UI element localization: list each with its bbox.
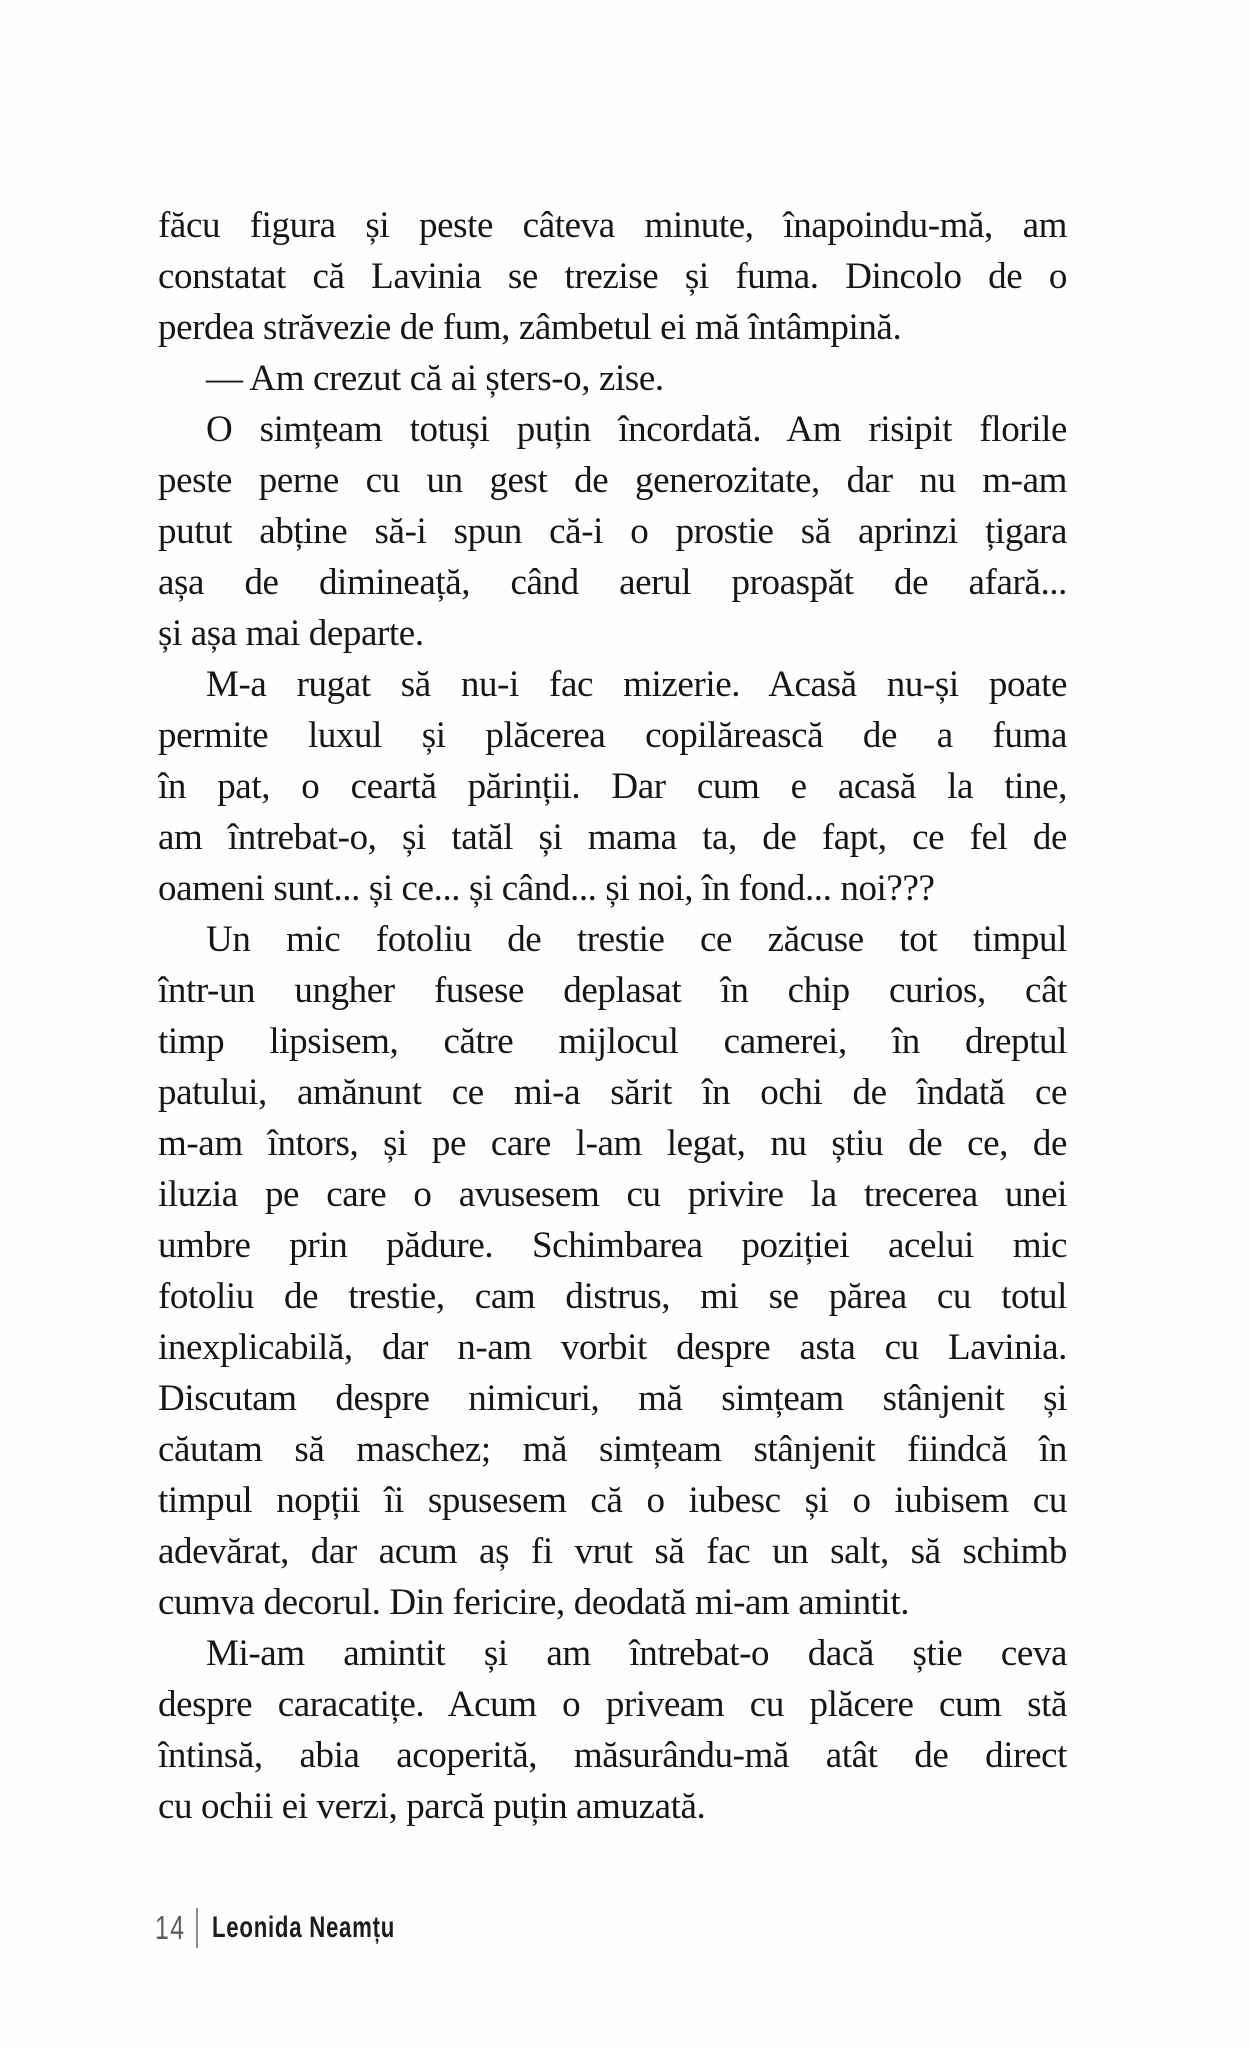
text-line: timp lipsisem, către mijlocul camerei, în dreptul — [158, 1021, 1067, 1062]
text-line: timpul nopții îi spusesem că o iubesc și o iubisem cu — [158, 1480, 1067, 1521]
text-line: O simțeam totuși puțin încordată. Am risipit florile — [206, 409, 1067, 450]
text-line: inexplicabilă, dar n-am vorbit despre asta cu Lavinia. — [158, 1327, 1067, 1368]
text-line: patului, amănunt ce mi-a sărit în ochi de îndată ce — [158, 1072, 1067, 1113]
text-line: despre caracatițe. Acum o priveam cu plăcere cum stă — [158, 1684, 1067, 1725]
text-line: putut abține să-i spun că-i o prostie să aprinzi țigara — [158, 511, 1067, 552]
text-line: — Am crezut că ai șters-o, zise. — [206, 358, 664, 399]
text-line: cu ochii ei verzi, parcă puțin amuzată. — [158, 1786, 706, 1827]
text-line: într-un ungher fusese deplasat în chip curios, cât — [158, 970, 1067, 1011]
text-line: așa de dimineață, când aerul proaspăt de afară... — [158, 562, 1067, 603]
text-line: oameni sunt... și ce... și când... și noi, în fond... noi??? — [158, 868, 935, 909]
text-line: Mi-am amintit și am întrebat-o dacă știe ceva — [206, 1633, 1067, 1674]
text-line: constatat că Lavinia se trezise și fuma. Dincolo de o — [158, 256, 1067, 297]
text-line: iluzia pe care o avusesem cu privire la trecerea unei — [158, 1174, 1067, 1215]
page-footer — [155, 1908, 459, 1948]
text-line: fotoliu de trestie, cam distrus, mi se părea cu totul — [158, 1276, 1067, 1317]
text-line: am întrebat-o, și tatăl și mama ta, de fapt, ce fel de — [158, 817, 1067, 858]
text-line: permite luxul și plăcerea copilărească de a fuma — [158, 715, 1067, 756]
text-line: m-am întors, și pe care l-am legat, nu știu de ce, de — [158, 1123, 1067, 1164]
author-name: Leonida Neamțu — [211, 1911, 395, 1944]
footer-separator — [196, 1908, 198, 1948]
text-line: perdea străvezie de fum, zâmbetul ei mă întâmpină. — [158, 307, 902, 348]
text-line: căutam să maschez; mă simțeam stânjenit fiindcă în — [158, 1429, 1067, 1470]
text-line: Un mic fotoliu de trestie ce zăcuse tot timpul — [206, 919, 1067, 960]
text-line: în pat, o ceartă părinții. Dar cum e acasă la tine, — [158, 766, 1067, 807]
body-text — [158, 200, 1067, 1832]
text-line: M-a rugat să nu-i fac mizerie. Acasă nu-și poate — [206, 664, 1067, 705]
text-line: adevărat, dar acum aș fi vrut să fac un salt, să schimb — [158, 1531, 1067, 1572]
text-line: peste perne cu un gest de generozitate, dar nu m-am — [158, 460, 1067, 501]
page-number: 14 — [155, 1909, 186, 1946]
text-line: făcu figura și peste câteva minute, înapoindu-mă, am — [158, 205, 1067, 246]
text-line: Discutam despre nimicuri, mă simțeam stânjenit și — [158, 1378, 1067, 1419]
text-line: întinsă, abia acoperită, măsurându-mă atât de direct — [158, 1735, 1067, 1776]
text-line: și așa mai departe. — [158, 613, 424, 654]
text-line: cumva decorul. Din fericire, deodată mi-am amintit. — [158, 1582, 910, 1623]
text-line: umbre prin pădure. Schimbarea poziției acelui mic — [158, 1225, 1067, 1266]
